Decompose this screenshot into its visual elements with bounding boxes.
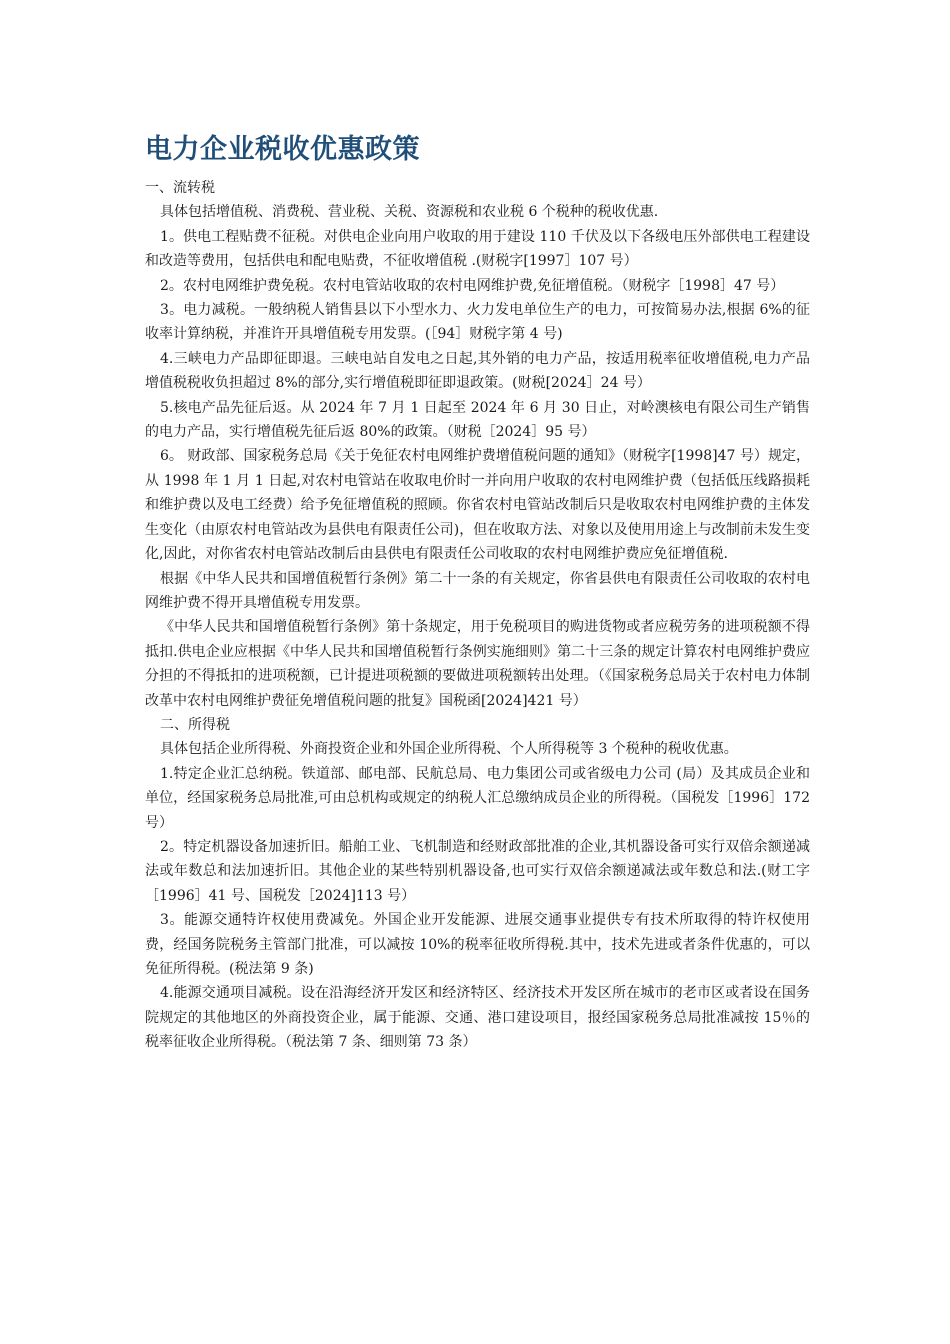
paragraph: 3。电力减税。一般纳税人销售县以下小型水力、火力发电单位生产的电力，可按简易办法,根据 6%的征收率计算纳税，并准许开具增值税专用发票。(［94］财税字第 4 号) [145, 302, 810, 343]
paragraph: 5.核电产品先征后返。从 2024 年 7 月 1 日起至 2024 年 6 月 30 日止，对岭澳核电有限公司生产销售的电力产品，实行增值税先征后返 80%的政策。（财税［2024］95 号） [145, 399, 810, 441]
section-heading-income-tax: 二、所得税 [160, 716, 230, 733]
document-page [145, 128, 810, 1055]
paragraph: 6。 财政部、国家税务总局《关于免征农村电网维护费增值税问题的通知》（财税字[1998]47 号）规定，从 1998 年 1 月 1 日起,对农村电管站在收取电价时一并向用户收取的农村电网维护费（包括低压线路损耗和维护费以及电工经费）给予免征增值税的照顾。你省农村电管站改制后只是收取农村电网维护费的主体发生变化（由原农村电管站改为县供电有限责任公司)，但在收取方法、对象以及使用用途上与改制前未发生变化,因此，对你省农村电管站改制后由县供电有限责任公司收取的农村电网维护费应免征增值税. [145, 448, 810, 563]
paragraph: 具体包括企业所得税、外商投资企业和外国企业所得税、个人所得税等 3 个税种的税收优惠。 [160, 741, 738, 758]
paragraph: 2。农村电网维护费免税。农村电管站收取的农村电网维护费,免征增值税。（财税字［1998］47 号） [160, 277, 785, 294]
paragraph: 具体包括增值税、消费税、营业税、关税、资源税和农业税 6 个税种的税收优惠. [160, 204, 659, 221]
paragraph: 3。能源交通特许权使用费减免。外国企业开发能源、进展交通事业提供专有技术所取得的特许权使用费，经国务院税务主管部门批准，可以减按 10%的税率征收所得税.其中，技术先进或者条件优惠的，可以免征所得税。(税法第 9 条) [145, 912, 810, 977]
section-heading-turnover-tax: 一、流转税 [145, 180, 215, 196]
paragraph: 4.三峡电力产品即征即退。三峡电站自发电之日起,其外销的电力产品，按适用税率征收增值税,电力产品增值税税收负担超过 8%的部分,实行增值税即征即退政策。(财税[2024］24 号） [145, 350, 810, 392]
document-title: 电力企业税收优惠政策 [145, 134, 420, 165]
paragraph: 1。供电工程贴费不征税。对供电企业向用户收取的用于建设 110 千伏及以下各级电压外部供电工程建设和改造等费用，包括供电和配电贴费，不征收增值税 .(财税字[1997］107 号） [145, 228, 810, 270]
paragraph: 4.能源交通项目减税。设在沿海经济开发区和经济特区、经济技术开发区所在城市的老市区或者设在国务院规定的其他地区的外商投资企业，属于能源、交通、港口建设项目，报经国家税务总局批准减按 15％的税率征收企业所得税。（税法第 7 条、细则第 73 条） [145, 985, 810, 1051]
paragraph: 根据《中华人民共和国增值税暂行条例》第二十一条的有关规定，你省县供电有限责任公司收取的农村电网维护费不得开具增值税专用发票。 [145, 570, 810, 611]
paragraph: 《中华人民共和国增值税暂行条例》第十条规定，用于免税项目的购进货物或者应税劳务的进项税额不得抵扣.供电企业应根据《中华人民共和国增值税暂行条例实施细则》第二十三条的规定计算农村电网维护费应分担的不得抵扣的进项税额，已计提进项税额的要做进项税额转出处理。（《国家税务总局关于农村电力体制改革中农村电网维护费征免增值税问题的批复》国税函[2024]421 号） [145, 619, 810, 709]
paragraph: 1.特定企业汇总纳税。铁道部、邮电部、民航总局、电力集团公司或省级电力公司 (局）及其成员企业和单位，经国家税务总局批准,可由总机构或规定的纳税人汇总缴纳成员企业的所得税。（国税发［1996］172 号） [145, 765, 810, 831]
paragraph: 2。特定机器设备加速折旧。船舶工业、飞机制造和经财政部批准的企业,其机器设备可实行双倍余额递减法或年数总和法加速折旧。其他企业的某些特别机器设备,也可实行双倍余额递减法或年数总和法.(财工字［1996］41 号、国税发［2024]113 号） [145, 838, 810, 904]
